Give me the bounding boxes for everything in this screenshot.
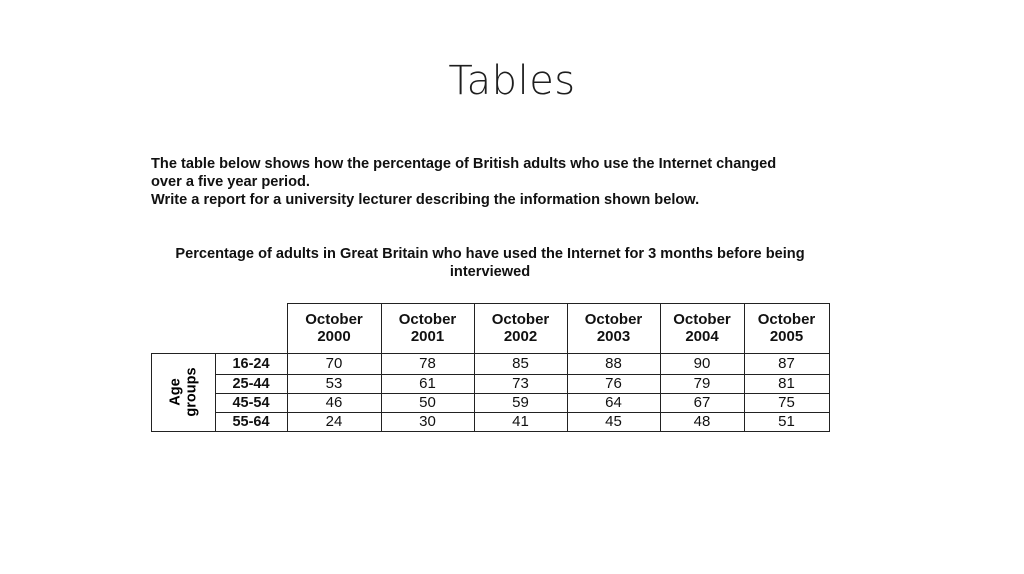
table-cell: 24: [325, 413, 343, 430]
column-header-line: 2002: [503, 328, 538, 345]
column-header-line: 2000: [317, 328, 351, 345]
table-cell: 30: [419, 413, 436, 430]
table-cell: 45: [605, 413, 622, 430]
task-line: Write a report for a university lecturer describing the information shown below.: [151, 192, 700, 208]
table-cell: 48: [693, 413, 711, 430]
table-cell: 64: [605, 394, 622, 411]
column-header-line: October: [398, 311, 457, 328]
table-cell: 67: [693, 394, 711, 411]
task-line: The table below shows how the percentage of British adults who use the Internet changed: [151, 156, 777, 172]
table-column-divider: [829, 303, 830, 353]
task-description: [151, 155, 851, 209]
row-label: 45-54: [232, 394, 270, 411]
table-cell: 87: [778, 355, 795, 372]
table-cell: 88: [605, 355, 622, 372]
table-caption-line: Percentage of adults in Great Britain who have used the Internet for 3 months before being: [175, 246, 805, 262]
table-border: [151, 431, 830, 432]
table-cell: 50: [419, 394, 436, 411]
column-header: [381, 303, 474, 353]
row-group-label-line: groups: [183, 367, 200, 417]
column-header-line: 2004: [685, 328, 719, 345]
table-cell: 75: [778, 394, 795, 411]
task-line: over a five year period.: [151, 174, 310, 190]
column-header: [287, 303, 381, 353]
column-header: [567, 303, 660, 353]
row-group-label-line: Age: [167, 378, 184, 406]
column-header: [660, 303, 744, 353]
table-caption: [150, 245, 830, 281]
column-header-line: October: [305, 311, 363, 328]
row-label: 55-64: [232, 413, 270, 430]
table-cell: 53: [325, 375, 343, 392]
table-cell: 51: [778, 413, 795, 430]
column-header-line: 2005: [769, 328, 804, 345]
table-cell: 73: [512, 375, 529, 392]
table-cell: 76: [605, 375, 622, 392]
table-caption-line: interviewed: [449, 264, 531, 280]
column-header-line: October: [584, 311, 643, 328]
table-cell: 59: [512, 394, 529, 411]
table-column-divider: [829, 353, 830, 432]
column-header-line: October: [757, 311, 816, 328]
row-group-label: [153, 354, 215, 430]
table-cell: 41: [512, 413, 529, 430]
column-header-line: 2001: [410, 328, 445, 345]
slide-title: Tables: [448, 58, 576, 104]
table-cell: 61: [419, 375, 436, 392]
column-header-line: October: [491, 311, 550, 328]
column-header: [474, 303, 567, 353]
column-header: [744, 303, 829, 353]
row-label: 16-24: [232, 355, 270, 372]
table-cell: 90: [693, 355, 711, 372]
column-header-line: October: [673, 311, 731, 328]
column-header-line: 2003: [596, 328, 631, 345]
table-cell: 81: [778, 375, 795, 392]
table-cell: 78: [419, 355, 436, 372]
row-label: 25-44: [232, 375, 270, 392]
table-cell: 79: [693, 375, 711, 392]
table-cell: 46: [325, 394, 343, 411]
table-cell: 85: [512, 355, 529, 372]
table-border: [151, 353, 152, 432]
table-cell: 70: [325, 355, 343, 372]
